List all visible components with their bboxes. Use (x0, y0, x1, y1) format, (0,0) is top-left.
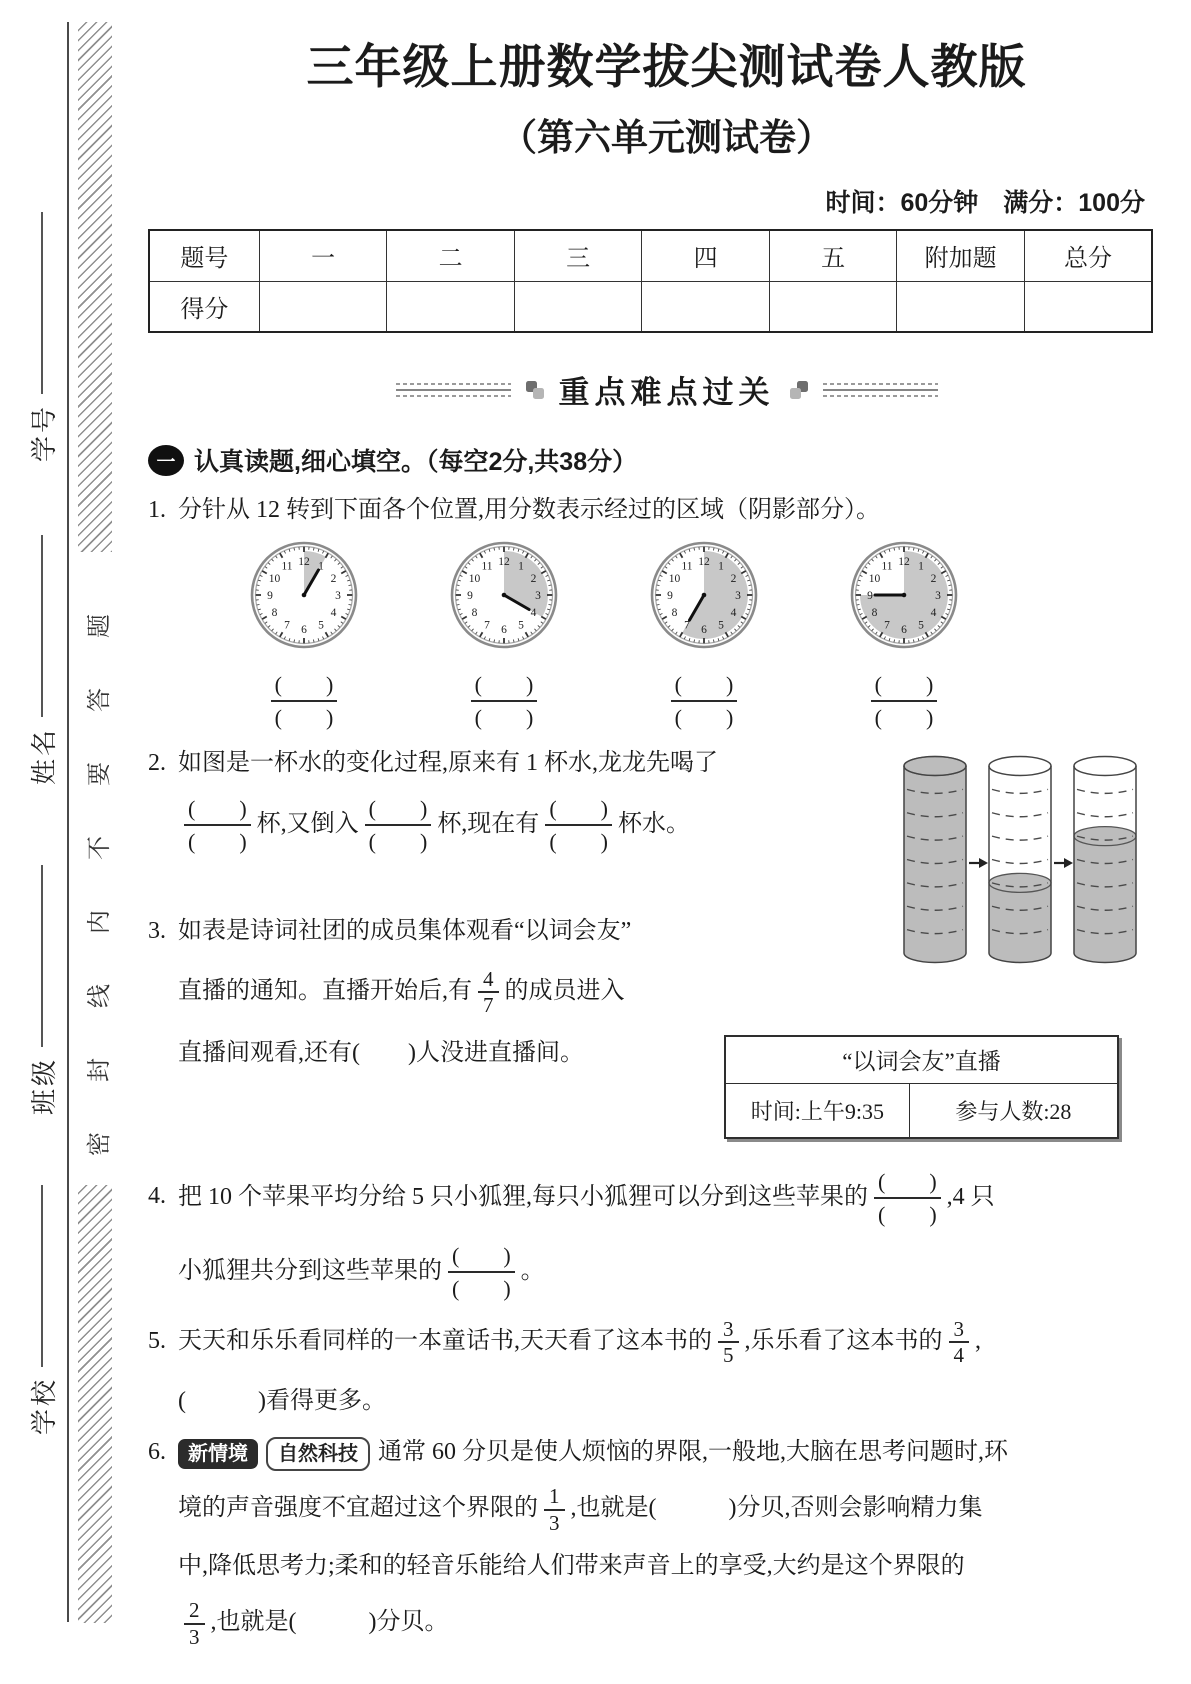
svg-text:2: 2 (530, 573, 537, 585)
question-number: 2. (148, 749, 166, 776)
svg-text:4: 4 (930, 607, 937, 619)
write-in-line (41, 1185, 43, 1367)
score-header-cell: 二 (387, 230, 515, 281)
svg-text:11: 11 (281, 560, 293, 573)
seal-border-line (67, 22, 69, 1622)
score-header-cell: 五 (769, 230, 897, 281)
svg-text:4: 4 (730, 607, 737, 619)
write-in-line (41, 212, 43, 394)
score-header-cell: 题号 (149, 230, 259, 281)
score-header-cell: 四 (642, 230, 770, 281)
fraction-blank: ( ) ( ) (671, 672, 738, 731)
svg-text:11: 11 (681, 560, 693, 573)
banner-dash-left (396, 382, 511, 398)
question-text: 直播间观看,还有( )人没进直播间。 (178, 1039, 584, 1066)
question-number: 5. (148, 1327, 166, 1354)
fraction-blank: ( ) ( ) (184, 796, 251, 855)
svg-text:11: 11 (481, 560, 493, 573)
svg-text:1: 1 (918, 560, 924, 573)
question-number: 4. (148, 1183, 166, 1210)
svg-text:3: 3 (735, 590, 741, 602)
svg-text:4: 4 (330, 607, 337, 619)
banner-dash-right (823, 382, 938, 398)
svg-text:5: 5 (718, 619, 724, 632)
clock-figure (448, 539, 560, 731)
svg-text:6: 6 (901, 624, 907, 636)
svg-text:9: 9 (467, 590, 473, 602)
fraction-blank: ( ) ( ) (365, 796, 432, 855)
fraction-blank: ( ) ( ) (874, 1169, 941, 1228)
student-id-label: 学号 (27, 202, 57, 462)
class-label: 班级 (27, 855, 57, 1115)
score-blank-cell (387, 281, 515, 332)
banner-squares-icon (525, 380, 545, 400)
svg-text:12: 12 (298, 556, 310, 568)
svg-text:1: 1 (518, 560, 524, 573)
question-2 (148, 745, 1185, 895)
fraction-4-7: $\frac{4}{7}$ (478, 968, 499, 1017)
write-in-line (41, 535, 43, 717)
question-text: 3. 如表是诗词社团的成员集体观看“以词会友” (148, 913, 1185, 950)
clock-figure (848, 539, 960, 731)
svg-text:11: 11 (881, 560, 893, 573)
clock-face (848, 539, 960, 658)
clock-face (248, 539, 360, 658)
svg-text:5: 5 (918, 619, 924, 632)
svg-text:2: 2 (930, 573, 937, 585)
question-text: 境的声音强度不宜超过这个界限的 $\frac{1}{3}$ ,也就是( )分贝,否则会影响精力集 (178, 1484, 983, 1535)
svg-text:7: 7 (884, 619, 890, 632)
question-text: 4. 把 10 个苹果平均分给 5 只小狐狸,每只小狐狸可以分到这些苹果的 ( ) ( ) ,4 只 (148, 1168, 995, 1227)
school-label: 学校 (27, 1175, 57, 1435)
svg-text:7: 7 (484, 619, 490, 632)
question-number: 1. (148, 497, 166, 523)
svg-text:6: 6 (701, 624, 707, 636)
question-text: 1. 分针从 12 转到下面各个位置,用分数表示经过的区域（阴影部分）。 (148, 492, 1185, 529)
svg-text:7: 7 (284, 619, 290, 632)
svg-text:4: 4 (530, 607, 537, 619)
score-row-label: 得分 (149, 281, 259, 332)
score-header-cell: 三 (514, 230, 642, 281)
svg-text:2: 2 (330, 573, 337, 585)
question-number: 6. (148, 1439, 166, 1466)
question-text: 6. 新情境 自然科技 通常 60 分贝是使人烦恼的界限,一般地,大脑在思考问题时,环 (148, 1434, 1185, 1471)
section-number-badge: 一 (148, 445, 184, 476)
score-value-row (149, 281, 1152, 332)
svg-text:2: 2 (730, 573, 737, 585)
name-label: 姓名 (27, 525, 57, 785)
write-in-line (41, 865, 43, 1047)
svg-text:8: 8 (871, 607, 878, 619)
question-6 (148, 1434, 1185, 1649)
page-subtitle: （第六单元测试卷） (500, 117, 833, 158)
svg-text:10: 10 (268, 573, 281, 585)
paper-content (148, 0, 1185, 1649)
question-3 (148, 913, 1185, 1153)
table-cell-count: 参与人数:28 (955, 1098, 1072, 1124)
clock-row (148, 539, 1185, 731)
clock-face (648, 539, 760, 658)
question-1 (148, 492, 1185, 731)
svg-text:7: 7 (684, 619, 690, 632)
page-title: 三年级上册数学拔尖测试卷人教版 (306, 40, 1027, 93)
svg-text:1: 1 (318, 560, 324, 573)
score-blank-cell (1024, 281, 1152, 332)
score-blank-cell (897, 281, 1025, 332)
fraction-blank: ( ) ( ) (545, 796, 612, 855)
svg-text:12: 12 (498, 556, 510, 568)
table-cell-time: 时间:上午9:35 (726, 1084, 910, 1137)
question-4 (148, 1169, 1185, 1302)
section-banner (148, 367, 1185, 412)
banner-squares-icon (789, 380, 809, 400)
topic-badge: 自然科技 (266, 1437, 370, 1471)
question-text: 直播的通知。直播开始后,有 $\frac{4}{7}$ 的成员进入 (178, 966, 625, 1018)
live-broadcast-table (724, 1035, 1119, 1139)
fraction-blank: ( ) ( ) (871, 672, 938, 731)
question-text: 2. 如图是一杯水的变化过程,原来有 1 杯水,龙龙先喝了 (148, 745, 838, 782)
fraction-3-5: $\frac{3}{5}$ (718, 1318, 739, 1367)
score-header-row (149, 230, 1152, 281)
svg-text:10: 10 (668, 573, 681, 585)
svg-text:12: 12 (698, 556, 710, 568)
fraction-blank: ( ) ( ) (448, 1243, 515, 1302)
question-text: 小狐狸共分到这些苹果的 ( ) ( ) 。 (178, 1243, 545, 1302)
score-blank-cell (514, 281, 642, 332)
hatch-pattern-bottom (78, 1185, 112, 1623)
svg-text:5: 5 (318, 619, 324, 632)
fraction-3-4: $\frac{3}{4}$ (949, 1318, 970, 1367)
svg-text:9: 9 (267, 590, 273, 602)
svg-text:8: 8 (671, 607, 678, 619)
table-title: “以词会友”直播 (726, 1037, 1117, 1084)
svg-text:3: 3 (935, 590, 941, 602)
question-text: $\frac{2}{3}$ ,也就是( )分贝。 (148, 1599, 1185, 1648)
table-row (726, 1084, 1117, 1137)
svg-text:9: 9 (667, 590, 673, 602)
fraction-1-3: $\frac{1}{3}$ (544, 1485, 565, 1534)
svg-text:3: 3 (535, 590, 541, 602)
exam-meta: 时间：60分钟 满分：100分 (825, 189, 1145, 217)
clock-face (448, 539, 560, 658)
banner-title: 重点难点过关 (558, 375, 775, 410)
question-text: ( ) ( ) 杯,又倒入 ( ) ( ) 杯,现在有 ( ) ( ) 杯水。 (148, 796, 838, 855)
score-header-cell: 一 (259, 230, 387, 281)
svg-text:10: 10 (468, 573, 481, 585)
question-text: 5. 天天和乐乐看同样的一本童话书,天天看了这本书的 $\frac{3}{5}$ ,乐乐看了这本书的 $\frac{3}{4}$ , (148, 1316, 981, 1368)
scenario-badge: 新情境 (178, 1439, 258, 1469)
clock-figure (648, 539, 760, 731)
score-blank-cell (769, 281, 897, 332)
svg-text:1: 1 (718, 560, 724, 573)
fraction-blank: ( ) ( ) (271, 672, 338, 731)
svg-text:3: 3 (335, 590, 341, 602)
score-table (148, 229, 1153, 333)
svg-text:8: 8 (471, 607, 478, 619)
score-blank-cell (259, 281, 387, 332)
svg-text:9: 9 (867, 590, 873, 602)
svg-text:10: 10 (868, 573, 881, 585)
svg-text:8: 8 (271, 607, 278, 619)
svg-text:6: 6 (501, 624, 507, 636)
section-title: 认真读题,细心填空。（每空2分,共38分） (194, 448, 638, 476)
score-header-cell: 总分 (1024, 230, 1152, 281)
seal-warning-text: 密封线内不要答题 (87, 564, 113, 1156)
clock-figure (248, 539, 360, 731)
fraction-blank: ( ) ( ) (471, 672, 538, 731)
question-text: 中,降低思考力;柔和的轻音乐能给人们带来声音上的享受,大约是这个界限的 (178, 1553, 965, 1580)
question-number: 3. (148, 917, 166, 944)
svg-text:12: 12 (898, 556, 910, 568)
question-5 (148, 1318, 1185, 1420)
question-text: ( )看得更多。 (178, 1388, 386, 1415)
hatch-pattern-top (78, 22, 112, 552)
fraction-2-3: $\frac{2}{3}$ (184, 1599, 205, 1648)
svg-text:6: 6 (301, 624, 307, 636)
score-blank-cell (642, 281, 770, 332)
svg-text:5: 5 (518, 619, 524, 632)
section-one-heading (148, 442, 1185, 478)
score-header-cell: 附加题 (897, 230, 1025, 281)
